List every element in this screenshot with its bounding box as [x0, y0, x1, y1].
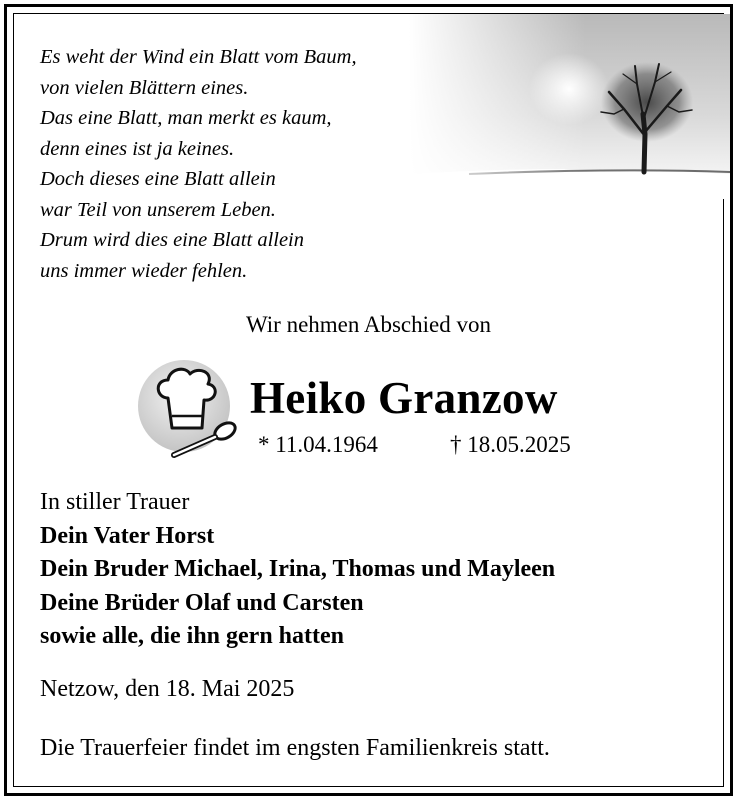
- tree-icon: [409, 14, 730, 199]
- mourner-line: Dein Vater Horst: [40, 522, 215, 549]
- poem-line: denn eines ist ja keines.: [40, 137, 235, 160]
- mourner-line: Deine Brüder Olaf und Carsten: [40, 589, 364, 616]
- obituary-notice: [4, 4, 733, 796]
- inner-border: [13, 13, 724, 787]
- poem-line: Das eine Blatt, man merkt es kaum,: [40, 107, 332, 129]
- mourner-line: sowie alle, die ihn gern hatten: [40, 623, 344, 649]
- poem: [40, 42, 357, 286]
- chef-hat-icon: [132, 354, 244, 464]
- mourner-line: Dein Bruder Michael, Irina, Thomas und Mayleen: [40, 556, 556, 582]
- service-note: Die Trauerfeier findet im engsten Familienkreis statt.: [40, 735, 550, 761]
- birth-date: * 11.04.1964: [258, 432, 378, 457]
- farewell-intro: Wir nehmen Abschied von: [246, 312, 491, 337]
- poem-line: von vielen Blättern eines.: [40, 76, 249, 99]
- poem-line: Drum wird dies eine Blatt allein: [40, 229, 305, 251]
- death-date: † 18.05.2025: [450, 432, 571, 457]
- poem-line: Es weht der Wind ein Blatt vom Baum,: [40, 46, 357, 68]
- poem-line: war Teil von unserem Leben.: [40, 198, 276, 221]
- mourners-heading: In stiller Trauer: [40, 489, 190, 515]
- deceased-name: Heiko Granzow: [250, 373, 558, 423]
- poem-line: Doch dieses eine Blatt allein: [40, 168, 276, 190]
- mourners: [40, 486, 555, 654]
- poem-line: uns immer wieder fehlen.: [40, 259, 248, 282]
- place-and-date: Netzow, den 18. Mai 2025: [40, 676, 295, 702]
